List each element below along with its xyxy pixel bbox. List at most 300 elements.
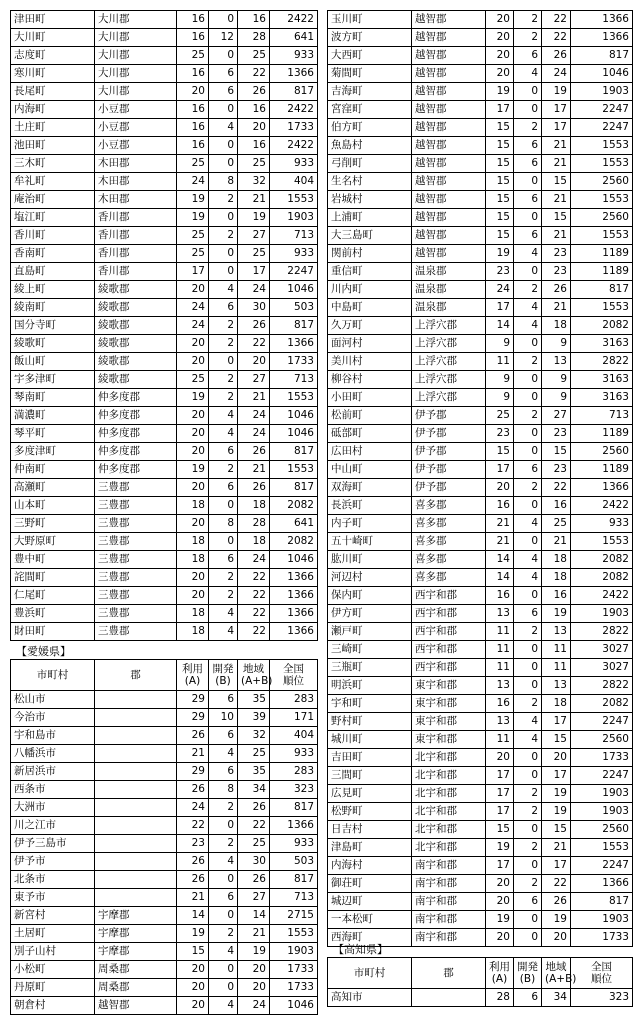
district-cell: 越智郡 — [412, 155, 486, 173]
area-ab-cell: 19 — [542, 911, 571, 929]
rank-cell: 2247 — [571, 767, 633, 785]
table-row — [11, 335, 318, 353]
area-ab-cell: 25 — [542, 515, 571, 533]
area-ab-cell: 26 — [238, 443, 270, 461]
area-ab-cell: 9 — [542, 389, 571, 407]
area-ab-cell: 27 — [542, 407, 571, 425]
municipality-cell: 綾南町 — [11, 299, 95, 317]
table-row — [328, 11, 633, 29]
use-a-cell: 17 — [486, 101, 514, 119]
use-a-cell: 20 — [486, 749, 514, 767]
area-ab-cell: 26 — [238, 479, 270, 497]
table-row — [11, 587, 318, 605]
rank-cell: 1733 — [270, 353, 318, 371]
rank-cell: 1366 — [571, 875, 633, 893]
table-row — [328, 137, 633, 155]
municipality-cell: 西海町 — [328, 929, 412, 947]
dev-b-cell: 6 — [514, 155, 542, 173]
area-ab-cell: 16 — [542, 587, 571, 605]
municipality-cell: 津田町 — [11, 11, 95, 29]
municipality-cell: 大川町 — [11, 29, 95, 47]
rank-cell: 1046 — [270, 997, 318, 1015]
table-row — [328, 785, 633, 803]
district-cell: 上浮穴郡 — [412, 371, 486, 389]
kochi-table — [327, 957, 633, 1007]
rank-cell: 713 — [270, 371, 318, 389]
use-a-cell: 11 — [486, 731, 514, 749]
table-row — [11, 853, 318, 871]
table-row — [11, 569, 318, 587]
rank-cell: 3163 — [571, 389, 633, 407]
district-cell — [95, 709, 177, 727]
dev-b-cell: 0 — [514, 659, 542, 677]
rank-cell: 1366 — [270, 335, 318, 353]
dev-b-cell: 0 — [514, 209, 542, 227]
dev-b-cell: 2 — [209, 587, 238, 605]
municipality-cell: 豊浜町 — [11, 605, 95, 623]
table-row — [11, 533, 318, 551]
municipality-cell: 岩城村 — [328, 191, 412, 209]
table-row — [328, 497, 633, 515]
area-ab-cell: 24 — [542, 65, 571, 83]
area-ab-cell: 18 — [238, 533, 270, 551]
area-ab-cell: 22 — [238, 569, 270, 587]
table-row — [328, 767, 633, 785]
table-row — [328, 731, 633, 749]
municipality-cell: 内海村 — [328, 857, 412, 875]
area-ab-cell: 27 — [238, 371, 270, 389]
use-a-cell: 21 — [177, 889, 209, 907]
use-a-cell: 20 — [486, 893, 514, 911]
table-row — [11, 65, 318, 83]
district-cell: 越智郡 — [412, 65, 486, 83]
area-ab-cell: 19 — [542, 803, 571, 821]
municipality-cell: 池田町 — [11, 137, 95, 155]
use-a-cell: 11 — [486, 659, 514, 677]
municipality-cell: 綾歌町 — [11, 335, 95, 353]
use-a-cell: 9 — [486, 389, 514, 407]
area-ab-cell: 21 — [542, 839, 571, 857]
area-ab-cell: 24 — [238, 407, 270, 425]
table-row — [11, 461, 318, 479]
table-row — [328, 821, 633, 839]
rank-cell: 2422 — [270, 137, 318, 155]
district-cell: 南宇和郡 — [412, 929, 486, 947]
table-row — [11, 353, 318, 371]
dev-b-cell: 2 — [514, 875, 542, 893]
district-cell — [95, 691, 177, 709]
table-row — [328, 443, 633, 461]
rank-cell: 1733 — [571, 749, 633, 767]
table-row — [11, 497, 318, 515]
table-row — [328, 533, 633, 551]
municipality-cell: 仲南町 — [11, 461, 95, 479]
rank-cell: 2247 — [270, 263, 318, 281]
district-cell — [95, 817, 177, 835]
area-ab-cell: 27 — [238, 889, 270, 907]
rank-cell: 323 — [571, 989, 633, 1007]
dev-b-cell: 6 — [209, 83, 238, 101]
municipality-cell: 高瀬町 — [11, 479, 95, 497]
header-district: 郡 — [95, 660, 177, 691]
rank-cell: 1046 — [270, 407, 318, 425]
dev-b-cell: 0 — [209, 961, 238, 979]
area-ab-cell: 21 — [238, 925, 270, 943]
table-row — [328, 191, 633, 209]
municipality-cell: 大野原町 — [11, 533, 95, 551]
district-cell: 伊予郡 — [412, 479, 486, 497]
district-cell: 北宇和郡 — [412, 803, 486, 821]
table-row — [11, 997, 318, 1015]
use-a-cell: 20 — [177, 961, 209, 979]
district-cell: 三豊郡 — [95, 587, 177, 605]
area-ab-cell: 19 — [542, 785, 571, 803]
area-ab-cell: 28 — [238, 515, 270, 533]
district-cell: 仲多度郡 — [95, 389, 177, 407]
area-ab-cell: 9 — [542, 335, 571, 353]
area-ab-cell: 23 — [542, 263, 571, 281]
rank-cell: 1733 — [270, 961, 318, 979]
rank-cell: 817 — [270, 83, 318, 101]
municipality-cell: 一本松町 — [328, 911, 412, 929]
district-cell: 三豊郡 — [95, 533, 177, 551]
dev-b-cell: 4 — [209, 745, 238, 763]
dev-b-cell: 0 — [514, 83, 542, 101]
municipality-cell: 長浜町 — [328, 497, 412, 515]
district-cell — [95, 889, 177, 907]
district-cell: 喜多郡 — [412, 533, 486, 551]
use-a-cell: 15 — [486, 443, 514, 461]
municipality-cell: 北条市 — [11, 871, 95, 889]
dev-b-cell: 0 — [209, 245, 238, 263]
rank-cell: 641 — [270, 29, 318, 47]
municipality-cell: 伯方町 — [328, 119, 412, 137]
use-a-cell: 24 — [177, 173, 209, 191]
table-row — [11, 889, 318, 907]
rank-cell: 171 — [270, 709, 318, 727]
dev-b-cell: 0 — [514, 641, 542, 659]
municipality-cell: 宇和島市 — [11, 727, 95, 745]
municipality-cell: 仁尾町 — [11, 587, 95, 605]
rank-cell: 1366 — [571, 11, 633, 29]
dev-b-cell: 0 — [514, 821, 542, 839]
use-a-cell: 19 — [486, 839, 514, 857]
area-ab-cell: 32 — [238, 173, 270, 191]
municipality-cell: 長尾町 — [11, 83, 95, 101]
municipality-cell: 土居町 — [11, 925, 95, 943]
dev-b-cell: 0 — [209, 263, 238, 281]
municipality-cell: 丹原町 — [11, 979, 95, 997]
use-a-cell: 15 — [486, 173, 514, 191]
area-ab-cell: 16 — [238, 101, 270, 119]
table-row — [328, 677, 633, 695]
use-a-cell: 15 — [486, 155, 514, 173]
table-row — [328, 893, 633, 911]
area-ab-cell: 25 — [238, 47, 270, 65]
use-a-cell: 19 — [486, 83, 514, 101]
rank-cell: 641 — [270, 515, 318, 533]
dev-b-cell: 2 — [209, 191, 238, 209]
dev-b-cell: 12 — [209, 29, 238, 47]
area-ab-cell: 21 — [542, 191, 571, 209]
district-cell — [95, 727, 177, 745]
municipality-cell: 中島町 — [328, 299, 412, 317]
district-cell: 南宇和郡 — [412, 875, 486, 893]
dev-b-cell: 4 — [514, 569, 542, 587]
rank-cell: 1366 — [270, 65, 318, 83]
area-ab-cell: 21 — [238, 389, 270, 407]
table-row — [328, 839, 633, 857]
dev-b-cell: 0 — [514, 371, 542, 389]
area-ab-cell: 22 — [542, 479, 571, 497]
header-area-ab: 地域 (A+B) — [542, 958, 571, 989]
dev-b-cell: 4 — [514, 731, 542, 749]
rank-cell: 2247 — [571, 857, 633, 875]
header-national-rank: 全国 順位 — [571, 958, 633, 989]
municipality-cell: 香川町 — [11, 227, 95, 245]
dev-b-cell: 2 — [514, 695, 542, 713]
use-a-cell: 24 — [486, 281, 514, 299]
municipality-cell: 詫間町 — [11, 569, 95, 587]
table-row — [328, 29, 633, 47]
table-row — [11, 227, 318, 245]
table-row — [328, 569, 633, 587]
use-a-cell: 17 — [486, 461, 514, 479]
rank-cell: 404 — [270, 727, 318, 745]
rank-cell: 1733 — [571, 929, 633, 947]
dev-b-cell: 4 — [209, 407, 238, 425]
rank-cell: 1733 — [270, 979, 318, 997]
dev-b-cell: 6 — [209, 443, 238, 461]
table-row — [11, 799, 318, 817]
municipality-cell: 土庄町 — [11, 119, 95, 137]
table-row — [11, 979, 318, 997]
table-row — [11, 551, 318, 569]
rank-cell: 2560 — [571, 731, 633, 749]
dev-b-cell: 6 — [514, 893, 542, 911]
dev-b-cell: 0 — [209, 209, 238, 227]
area-ab-cell: 17 — [542, 767, 571, 785]
district-cell: 三豊郡 — [95, 497, 177, 515]
area-ab-cell: 11 — [542, 659, 571, 677]
rank-cell: 1903 — [571, 911, 633, 929]
area-ab-cell: 18 — [238, 497, 270, 515]
table-row — [328, 209, 633, 227]
dev-b-cell: 4 — [209, 943, 238, 961]
use-a-cell: 20 — [177, 425, 209, 443]
table-row — [328, 101, 633, 119]
municipality-cell: 川之江市 — [11, 817, 95, 835]
table-row — [328, 989, 633, 1007]
dev-b-cell: 0 — [209, 979, 238, 997]
table-row — [11, 907, 318, 925]
rank-cell: 283 — [270, 763, 318, 781]
municipality-cell: 琴平町 — [11, 425, 95, 443]
municipality-cell: 波方町 — [328, 29, 412, 47]
table-row — [11, 781, 318, 799]
rank-cell: 1189 — [571, 461, 633, 479]
dev-b-cell: 0 — [514, 425, 542, 443]
header-dev-b: 開発 (B) — [209, 660, 238, 691]
municipality-cell: 宇和町 — [328, 695, 412, 713]
municipality-cell: 牟礼町 — [11, 173, 95, 191]
dev-b-cell: 6 — [514, 989, 542, 1007]
use-a-cell: 23 — [486, 425, 514, 443]
municipality-cell: 城辺町 — [328, 893, 412, 911]
rank-cell: 1189 — [571, 425, 633, 443]
area-ab-cell: 15 — [542, 821, 571, 839]
use-a-cell: 20 — [177, 443, 209, 461]
dev-b-cell: 0 — [514, 857, 542, 875]
table-row — [11, 47, 318, 65]
dev-b-cell: 0 — [209, 817, 238, 835]
dev-b-cell: 2 — [209, 461, 238, 479]
use-a-cell: 20 — [486, 875, 514, 893]
municipality-cell: 重信町 — [328, 263, 412, 281]
municipality-cell: 直島町 — [11, 263, 95, 281]
table-row — [328, 659, 633, 677]
dev-b-cell: 0 — [209, 137, 238, 155]
header-national-rank: 全国 順位 — [270, 660, 318, 691]
use-a-cell: 16 — [177, 11, 209, 29]
dev-b-cell: 2 — [209, 317, 238, 335]
rank-cell: 2822 — [571, 353, 633, 371]
table-row — [328, 389, 633, 407]
rank-cell: 1046 — [571, 65, 633, 83]
municipality-cell: 双海町 — [328, 479, 412, 497]
district-cell: 大川郡 — [95, 65, 177, 83]
area-ab-cell: 26 — [542, 893, 571, 911]
table-row — [11, 763, 318, 781]
rank-cell: 817 — [571, 47, 633, 65]
use-a-cell: 13 — [486, 713, 514, 731]
area-ab-cell: 15 — [542, 209, 571, 227]
district-cell: 三豊郡 — [95, 623, 177, 641]
use-a-cell: 26 — [177, 781, 209, 799]
rank-cell: 1553 — [571, 137, 633, 155]
municipality-cell: 飯山町 — [11, 353, 95, 371]
dev-b-cell: 4 — [514, 713, 542, 731]
dev-b-cell: 6 — [209, 763, 238, 781]
municipality-cell: 弓削町 — [328, 155, 412, 173]
area-ab-cell: 22 — [238, 335, 270, 353]
district-cell: 西宇和郡 — [412, 605, 486, 623]
area-ab-cell: 17 — [542, 101, 571, 119]
table-row — [328, 425, 633, 443]
table-row — [328, 515, 633, 533]
dev-b-cell: 6 — [209, 65, 238, 83]
district-cell: 西宇和郡 — [412, 659, 486, 677]
header-use-a: 利用 (A) — [177, 660, 209, 691]
table-row — [11, 871, 318, 889]
rank-cell: 1553 — [571, 155, 633, 173]
rank-cell: 2560 — [571, 173, 633, 191]
area-ab-cell: 26 — [238, 317, 270, 335]
district-cell: 越智郡 — [412, 119, 486, 137]
dev-b-cell: 0 — [514, 587, 542, 605]
area-ab-cell: 25 — [238, 835, 270, 853]
table-row — [11, 389, 318, 407]
dev-b-cell: 0 — [209, 11, 238, 29]
district-cell: 西宇和郡 — [412, 623, 486, 641]
municipality-cell: 別子山村 — [11, 943, 95, 961]
dev-b-cell: 2 — [514, 479, 542, 497]
use-a-cell: 20 — [486, 479, 514, 497]
area-ab-cell: 21 — [238, 461, 270, 479]
table-row — [328, 263, 633, 281]
district-cell: 小豆郡 — [95, 101, 177, 119]
dev-b-cell: 0 — [209, 871, 238, 889]
area-ab-cell: 17 — [542, 713, 571, 731]
district-cell: 越智郡 — [412, 191, 486, 209]
rank-cell: 1366 — [571, 479, 633, 497]
municipality-cell: 関前村 — [328, 245, 412, 263]
rank-cell: 817 — [270, 317, 318, 335]
district-cell: 越智郡 — [412, 209, 486, 227]
district-cell: 上浮穴郡 — [412, 389, 486, 407]
district-cell: 喜多郡 — [412, 569, 486, 587]
use-a-cell: 29 — [177, 763, 209, 781]
table-row — [328, 47, 633, 65]
municipality-cell: 城川町 — [328, 731, 412, 749]
rank-cell: 933 — [270, 155, 318, 173]
use-a-cell: 17 — [486, 785, 514, 803]
rank-cell: 817 — [270, 799, 318, 817]
rank-cell: 817 — [571, 893, 633, 911]
use-a-cell: 16 — [486, 497, 514, 515]
municipality-cell: 香南町 — [11, 245, 95, 263]
table-row — [328, 317, 633, 335]
area-ab-cell: 13 — [542, 353, 571, 371]
rank-cell: 2247 — [571, 101, 633, 119]
municipality-cell: 松野町 — [328, 803, 412, 821]
district-cell — [95, 835, 177, 853]
dev-b-cell: 4 — [514, 551, 542, 569]
rank-cell: 3163 — [571, 371, 633, 389]
dev-b-cell: 2 — [209, 925, 238, 943]
district-cell: 東宇和郡 — [412, 677, 486, 695]
rank-cell: 933 — [270, 745, 318, 763]
use-a-cell: 25 — [177, 371, 209, 389]
area-ab-cell: 23 — [542, 461, 571, 479]
district-cell — [95, 745, 177, 763]
rank-cell: 2082 — [571, 569, 633, 587]
table-row — [11, 443, 318, 461]
use-a-cell: 29 — [177, 709, 209, 727]
rank-cell: 3027 — [571, 659, 633, 677]
municipality-cell: 吉田町 — [328, 749, 412, 767]
district-cell — [95, 871, 177, 889]
municipality-cell: 久万町 — [328, 317, 412, 335]
municipality-cell: 魚島村 — [328, 137, 412, 155]
table-row — [328, 227, 633, 245]
rank-cell: 2247 — [571, 119, 633, 137]
table-row — [11, 191, 318, 209]
use-a-cell: 15 — [486, 821, 514, 839]
use-a-cell: 15 — [486, 191, 514, 209]
table-row — [11, 605, 318, 623]
rank-cell: 817 — [571, 281, 633, 299]
dev-b-cell: 2 — [209, 335, 238, 353]
use-a-cell: 13 — [486, 677, 514, 695]
rank-cell: 2082 — [270, 533, 318, 551]
rank-cell: 933 — [571, 515, 633, 533]
rank-cell: 1903 — [571, 605, 633, 623]
rank-cell: 1903 — [571, 803, 633, 821]
use-a-cell: 25 — [177, 227, 209, 245]
use-a-cell: 15 — [486, 227, 514, 245]
use-a-cell: 25 — [486, 407, 514, 425]
